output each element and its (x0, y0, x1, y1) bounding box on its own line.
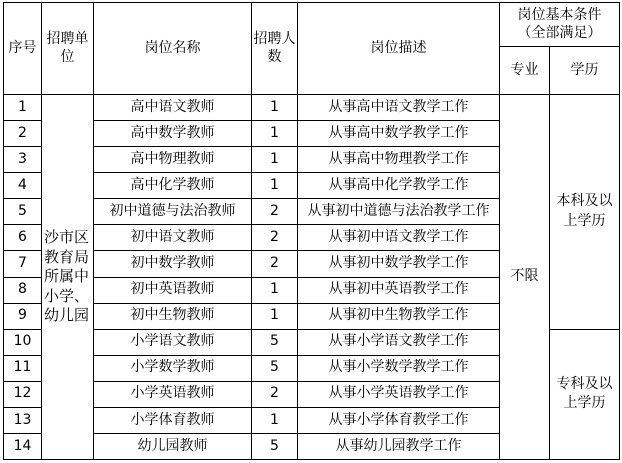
row-position: 高中化学教师 (94, 173, 252, 199)
row-count: 2 (252, 199, 298, 225)
row-position: 小学英语教师 (94, 381, 252, 407)
major-requirement: 不限 (500, 95, 550, 460)
header-education: 学历 (550, 47, 620, 95)
row-description: 从事初中生物教学工作 (298, 303, 500, 329)
recruiting-unit: 沙市区教育局所属中小学、幼儿园 (42, 95, 94, 460)
row-index: 5 (4, 199, 42, 225)
row-position: 小学数学教师 (94, 355, 252, 381)
row-position: 初中道德与法治教师 (94, 199, 252, 225)
education-requirement-1: 本科及以上学历 (550, 95, 620, 329)
row-count: 1 (252, 277, 298, 303)
row-index: 3 (4, 147, 42, 173)
row-description: 从事小学数学教学工作 (298, 355, 500, 381)
row-description: 从事初中道德与法治教学工作 (298, 199, 500, 225)
header-position: 岗位名称 (94, 3, 252, 95)
row-index: 6 (4, 225, 42, 251)
row-count: 1 (252, 303, 298, 329)
row-description: 从事高中语文教学工作 (298, 95, 500, 121)
row-count: 5 (252, 355, 298, 381)
row-position: 初中生物教师 (94, 303, 252, 329)
row-position: 小学体育教师 (94, 407, 252, 433)
header-unit: 招聘单位 (42, 3, 94, 95)
row-count: 1 (252, 95, 298, 121)
row-count: 1 (252, 147, 298, 173)
row-count: 5 (252, 329, 298, 355)
row-position: 高中语文教师 (94, 95, 252, 121)
row-index: 8 (4, 277, 42, 303)
row-count: 2 (252, 251, 298, 277)
row-position: 初中语文教师 (94, 225, 252, 251)
row-index: 4 (4, 173, 42, 199)
table-row (4, 95, 620, 121)
row-index: 11 (4, 355, 42, 381)
row-index: 9 (4, 303, 42, 329)
row-position: 高中数学教师 (94, 121, 252, 147)
row-position: 幼儿园教师 (94, 433, 252, 459)
row-position: 小学语文教师 (94, 329, 252, 355)
row-count: 1 (252, 407, 298, 433)
header-description: 岗位描述 (298, 3, 500, 95)
header-count: 招聘人数 (252, 3, 298, 95)
row-description: 从事高中物理教学工作 (298, 147, 500, 173)
row-index: 13 (4, 407, 42, 433)
row-description: 从事小学体育教学工作 (298, 407, 500, 433)
row-description: 从事初中数学教学工作 (298, 251, 500, 277)
header-major: 专业 (500, 47, 550, 95)
row-description: 从事高中化学教学工作 (298, 173, 500, 199)
row-index: 12 (4, 381, 42, 407)
row-description: 从事小学语文教学工作 (298, 329, 500, 355)
row-count: 5 (252, 433, 298, 459)
row-index: 1 (4, 95, 42, 121)
row-index: 2 (4, 121, 42, 147)
row-description: 从事高中数学教学工作 (298, 121, 500, 147)
row-position: 高中物理教师 (94, 147, 252, 173)
row-count: 2 (252, 225, 298, 251)
row-count: 1 (252, 173, 298, 199)
row-index: 14 (4, 433, 42, 459)
row-count: 1 (252, 121, 298, 147)
header-conditions: 岗位基本条件（全部满足） (500, 3, 620, 47)
recruitment-table (3, 2, 620, 460)
row-description: 从事小学英语教学工作 (298, 381, 500, 407)
education-requirement-2: 专科及以上学历 (550, 329, 620, 459)
row-description: 从事幼儿园教学工作 (298, 433, 500, 459)
row-count: 2 (252, 381, 298, 407)
row-index: 7 (4, 251, 42, 277)
row-description: 从事初中英语教学工作 (298, 277, 500, 303)
row-position: 初中英语教师 (94, 277, 252, 303)
row-description: 从事初中语文教学工作 (298, 225, 500, 251)
header-index: 序号 (4, 3, 42, 95)
header-row (4, 3, 620, 47)
row-position: 初中数学教师 (94, 251, 252, 277)
row-index: 10 (4, 329, 42, 355)
